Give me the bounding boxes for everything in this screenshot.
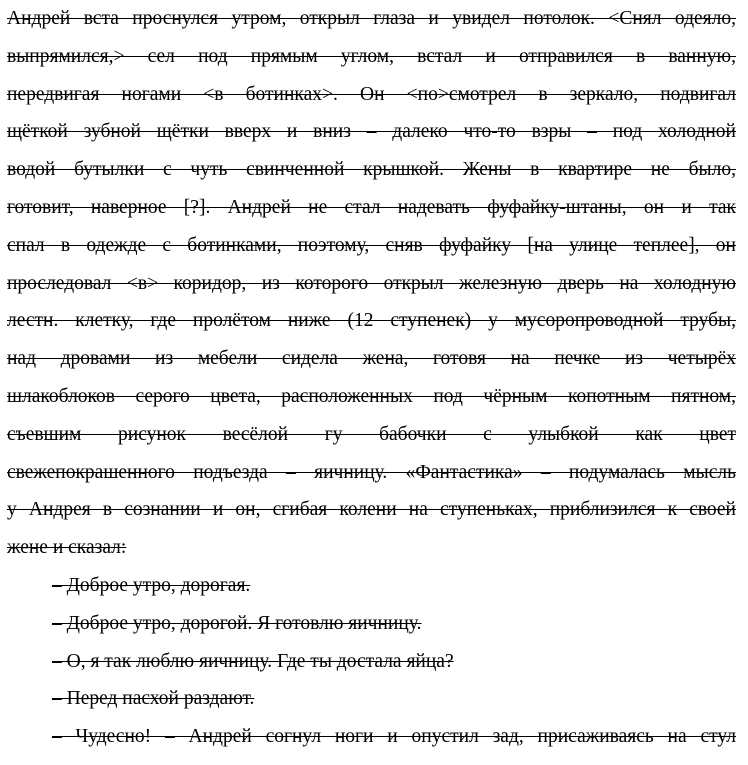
paragraph-line: водой бутылки с чуть свинченной крышкой. Жены в квартире не было, — [7, 159, 736, 181]
dialog-line: – О, я так люблю яичницу. Где ты достала яйца? — [52, 650, 454, 672]
paragraph-line: лестн. клетку, где пролётом ниже (12 ступенек) у мусоропроводной трубы, — [7, 310, 736, 332]
paragraph-line: над дровами из мебели сидела жена, готовя на печке из четырёх — [7, 348, 736, 370]
paragraph-line: шлакоблоков серого цвета, расположенных под чёрным копотным пятном, — [7, 385, 736, 407]
paragraph-line: готовит, наверное [?]. Андрей не стал надевать фуфайку-штаны, он и так — [7, 196, 736, 218]
dialog-line: – Доброе утро, дорогая. — [52, 574, 251, 596]
paragraph-line: проследовал <в> коридор, из которого открыл железную дверь на холодную — [7, 272, 736, 294]
paragraph-line: щёткой зубной щётки вверх и вниз – далеко что-то взры – под холодной — [7, 121, 736, 143]
paragraph-line: Андрей вста проснулся утром, открыл глаза и увидел потолок. <Снял одеяло, — [7, 8, 736, 29]
paragraph-line: выпрямился,> сел под прямым углом, встал и отправился в ванную, — [7, 45, 736, 67]
paragraph-line: спал в одежде с ботинками, поэтому, сняв фуфайку [на улице теплее], он — [7, 234, 736, 256]
dialog-line: – Доброе утро, дорогой. Я готовлю яичницу. — [52, 612, 422, 634]
paragraph-line: съевшим рисунок весёлой гу бабочки с улыбкой как цвет — [7, 423, 736, 445]
paragraph-line: у Андрея в сознании и он, сгибая колени на ступеньках, приблизился к своей — [7, 499, 736, 521]
dialog-line: – Перед пасхой раздают. — [52, 688, 255, 710]
dialog-line: – Чудесно! – Андрей согнул ноги и опустил зад, присаживаясь на стул — [52, 726, 736, 748]
paragraph-line: жене и сказал: — [7, 537, 127, 559]
document-page — [7, 0, 736, 756]
dialog-block — [7, 567, 736, 756]
main-paragraph — [7, 0, 736, 567]
paragraph-line: передвигая ногами <в ботинках>. Он <по>смотрел в зеркало, подвигал — [7, 83, 736, 105]
paragraph-line: свежепокрашенного подъезда – яичницу. «Фантастика» – подумалась мысль — [7, 461, 736, 483]
